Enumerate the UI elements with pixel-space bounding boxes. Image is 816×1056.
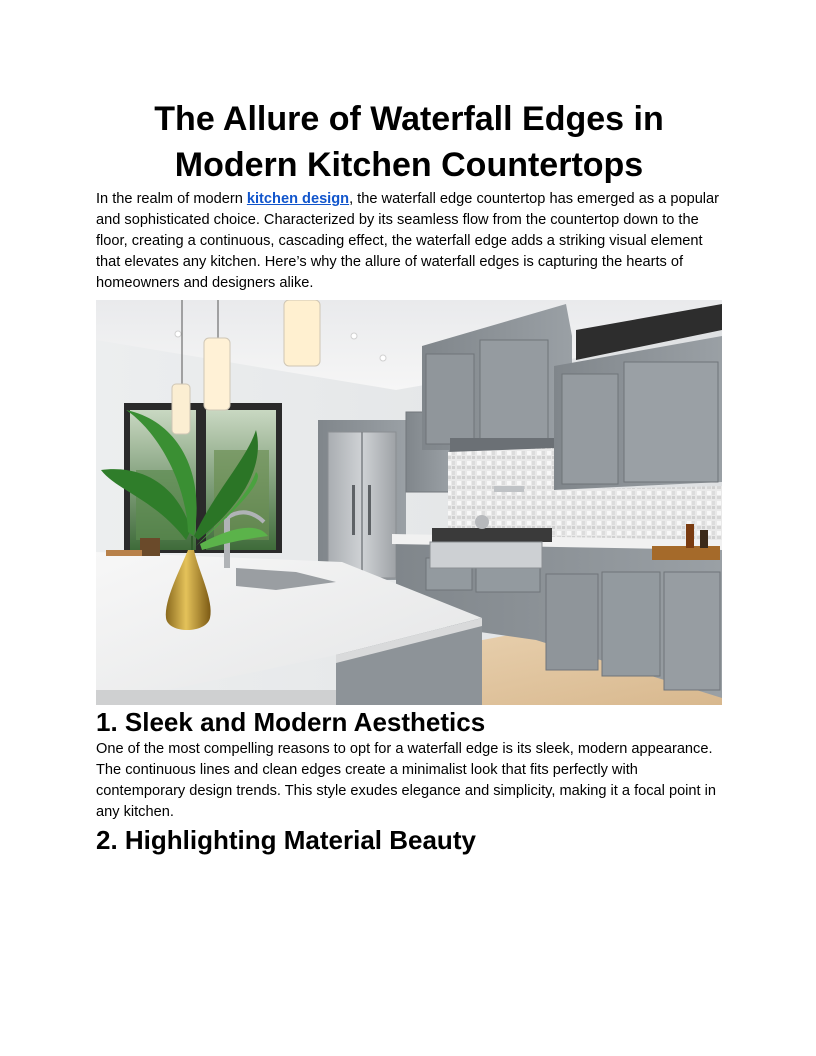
intro-paragraph bbox=[96, 189, 722, 294]
section-heading-sleek-aesthetics: 1. Sleek and Modern Aesthetics bbox=[96, 707, 486, 737]
kitchen-hero-image bbox=[96, 300, 722, 705]
intro-text-before-link: In the realm of modern bbox=[96, 191, 247, 207]
page-title: The Allure of Waterfall Edges in Modern Kitchen Countertops bbox=[154, 100, 664, 184]
section-paragraph-sleek-aesthetics: One of the most compelling reasons to opt for a waterfall edge is its sleek, modern appearance. The continuous lines and clean edges create a minimalist look that fits perfectly with contemporary design trends. This style exudes elegance and simplicity, making it a focal point in any kitchen. bbox=[96, 741, 717, 820]
section-heading-material-beauty: 2. Highlighting Material Beauty bbox=[96, 825, 476, 855]
document-page bbox=[96, 96, 722, 857]
kitchen-design-link[interactable]: kitchen design bbox=[246, 191, 350, 207]
intro-text-after-link: , the waterfall edge countertop has emerged as a popular and sophisticated choice. Characterized by its seamless flow from the countertop down to the floor, creating a continuous, cascading effect, the waterfall edge adds a striking visual element that elevates any kitchen. Here’s why the allure of waterfall edges is capturing the hearts of homeowners and designers alike. bbox=[96, 191, 720, 291]
